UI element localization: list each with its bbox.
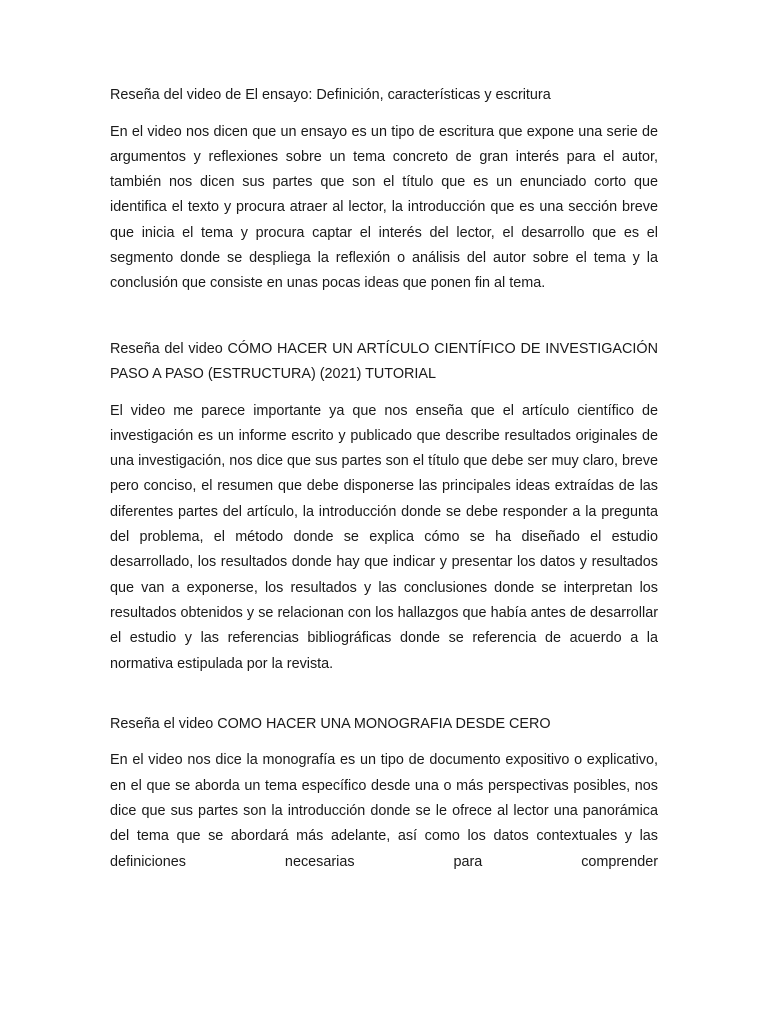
review-section-monograph bbox=[110, 712, 658, 875]
document-page bbox=[110, 83, 658, 875]
section-paragraph: En el video nos dice la monografía es un tipo de documento expositivo o explicativo, en el que se aborda un tema específico desde una o más perspectivas posibles, nos dice que sus partes son la introducción donde se le ofrece al lector una panorámica del tema que se abordará más adelante, así como los datos contextuales y las definiciones necesarias para comprender bbox=[110, 752, 658, 870]
section-heading: Reseña el video COMO HACER UNA MONOGRAFIA DESDE CERO bbox=[110, 715, 551, 732]
section-heading: Reseña del video CÓMO HACER UN ARTÍCULO CIENTÍFICO DE INVESTIGACIÓN PASO A PASO (ESTRUCTURA) (2021) TUTORIAL bbox=[110, 340, 658, 383]
review-section-essay bbox=[110, 83, 658, 297]
section-heading: Reseña del video de El ensayo: Definición, características y escritura bbox=[110, 87, 551, 103]
section-paragraph: En el video nos dicen que un ensayo es un tipo de escritura que expone una serie de argumentos y reflexiones sobre un tema concreto de gran interés para el autor, también nos dicen sus partes que son el título que es un enunciado corto que identifica el texto y procura atraer al lector, la introducción que es una sección breve que inicia el tema y procura captar el interés del lector, el desarrollo que es el segmento donde se despliega la reflexión o análisis del autor sobre el tema y la conclusión que consiste en unas pocas ideas que ponen fin al tema. bbox=[110, 123, 658, 292]
review-section-scientific-article bbox=[110, 337, 658, 677]
section-paragraph: El video me parece importante ya que nos enseña que el artículo científico de investigación es un informe escrito y publicado que describe resultados originales de una investigación, nos dice que sus partes son el título que debe ser muy claro, breve pero conciso, el resumen que debe disponerse las principales ideas extraídas de las diferentes partes del artículo, la introducción donde se debe responder a la pregunta del problema, el método donde se explica cómo se ha diseñado el estudio desarrollado, los resultados donde hay que indicar y presentar los datos y resultados que van a exponerse, los resultados y las conclusiones donde se interpretan los resultados obtenidos y se relacionan con los hallazgos que había antes de desarrollar el estudio y las referencias bibliográficas donde se referencia de acuerdo a la normativa estipulada por la revista. bbox=[110, 402, 658, 672]
